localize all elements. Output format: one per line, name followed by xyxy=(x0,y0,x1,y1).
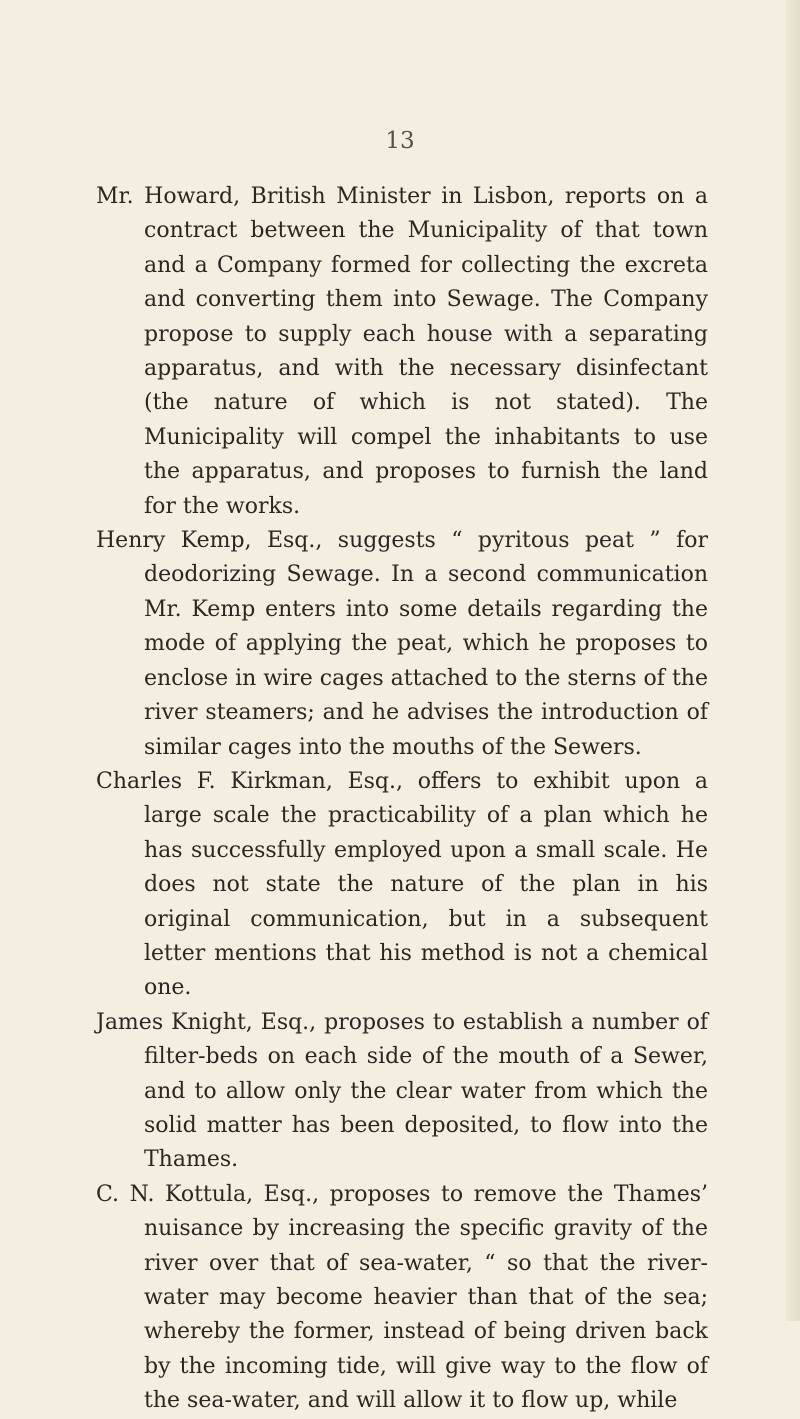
entry-howard: Mr. Howard, British Minister in Lisbon, reports on a contract between the Municipality of that town and a Company formed for collecting the excreta and converting them into Sewage. The Company propose to supply each house with a separating apparatus, and with the necessary disinfectant (the nature of which is not stated). The Municipality will compel the inhabitants to use the apparatus, and proposes to furnish the land for the works. xyxy=(96,184,708,519)
entry-knight: James Knight, Esq., proposes to establish a number of filter-beds on each side of the mouth of a Sewer, and to allow only the clear water from which the solid matter has been deposited, to flow into the Thames. xyxy=(96,1009,708,1173)
entry-kottula: C. N. Kottula, Esq., proposes to remove the Thames’ nuisance by increasing the specific gravity of the river over that of sea-water, “ so that the river-water may become heavier than that of the sea; whereby the former, instead of being driven back by the incoming tide, will give way to the flow of the sea-water, and will allow it to flow up, while xyxy=(96,1181,708,1414)
entry-kemp: Henry Kemp, Esq., suggests “ pyritous peat ” for deodorizing Sewage. In a second communication Mr. Kemp enters into some details regarding the mode of applying the peat, which he proposes to enclose in wire cages attached to the sterns of the river steamers; and he advises the introduction of similar cages into the mouths of the Sewers. xyxy=(96,528,708,760)
page-edge xyxy=(786,0,800,1321)
entry-kirkman: Charles F. Kirkman, Esq., offers to exhibit upon a large scale the practicability of a plan which he has successfully employed upon a small scale. He does not state the nature of the plan in his original communication, but in a subsequent letter mentions that his method is not a chemical one. xyxy=(96,768,708,1001)
page-number: 13 xyxy=(385,128,415,154)
document-body xyxy=(96,180,708,1419)
